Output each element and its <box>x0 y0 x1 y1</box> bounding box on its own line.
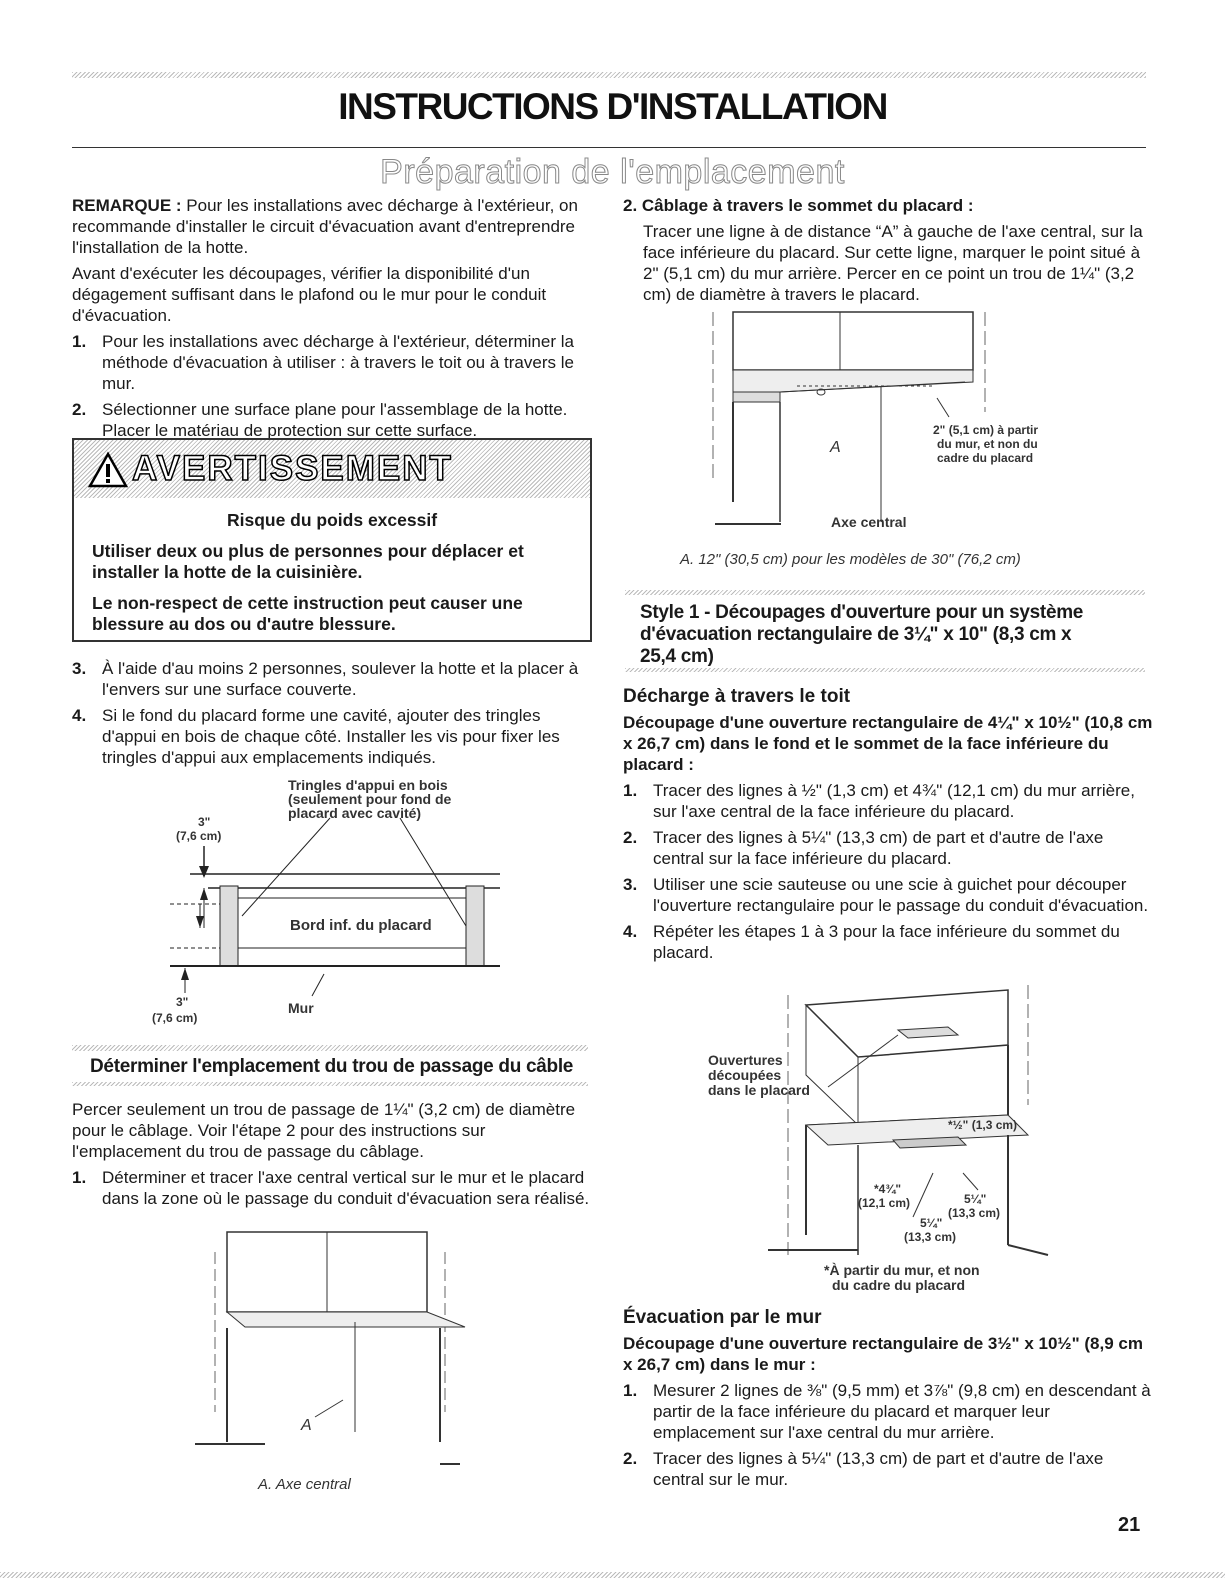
section-hatch-top <box>72 1045 588 1051</box>
wiring-diagram <box>705 312 1065 542</box>
dim-525-cm-a: (13,3 cm) <box>948 1206 1001 1220</box>
cable-paragraph: Percer seulement un trou de passage de 1¼" (3,2 cm) de diamètre pour le câblage. Voir l'étape 2 pour des instructions sur l'emplacement du trou de passage du câblage. <box>72 1100 576 1161</box>
warning-line1: Utiliser deux ou plus de personnes pour déplacer et installer la hotte de la cuisinière. <box>92 541 524 582</box>
warning-line2: Le non-respect de cette instruction peut causer une blessure au dos ou d'autre blessure. <box>92 593 523 634</box>
wall-content <box>623 1333 1153 1495</box>
left-column-steps <box>72 658 592 773</box>
page-title: INSTRUCTIONS D'INSTALLATION <box>338 86 887 127</box>
note-paragraph <box>72 195 592 258</box>
cutouts-footnote-2: du cadre du placard <box>832 1277 966 1293</box>
rails-diagram <box>140 778 540 1038</box>
title-rule <box>72 147 1146 148</box>
cable-text <box>72 1099 592 1214</box>
wiring-note-2: du mur, et non du <box>937 437 1038 451</box>
list-item: 3. À l'aide d'au moins 2 personnes, soulever la hotte et la placer à l'envers sur une surface couverte. <box>72 659 579 699</box>
dim-525-cm-b: (13,3 cm) <box>904 1230 957 1244</box>
warning-risk: Risque du poids excessif <box>226 510 438 530</box>
dim-top-cm: (7,6 cm) <box>176 829 222 843</box>
cutouts-diagram <box>708 985 1068 1295</box>
dim-top-inch: 3" <box>198 815 211 829</box>
list-item: 1. Tracer des lignes à ½" (1,3 cm) et 4¾" (12,1 cm) du mur arrière, sur l'axe central de la face inférieure du placard. <box>623 781 1135 821</box>
center-axis-caption: A. Axe central <box>258 1476 351 1493</box>
list-item: 3. Utiliser une scie sauteuse ou une scie à guichet pour découper l'ouverture rectangulaire pour le passage du conduit d'évacuation. <box>623 875 1149 915</box>
dim-half-inch: *½" (1,3 cm) <box>948 1118 1018 1132</box>
wiring-caption: A. 12" (30,5 cm) pour les modèles de 30" (76,2 cm) <box>680 551 1021 568</box>
dim-bot-cm: (7,6 cm) <box>152 1011 198 1025</box>
list-item: 2. Tracer des lignes à 5¼" (13,3 cm) de part et d'autre de l'axe central sur la face inférieure du placard. <box>623 828 1104 868</box>
list-item: 2. Sélectionner une surface plane pour l'assemblage de la hotte. Placer le matériau de protection sur cette surface. <box>72 400 568 440</box>
bottom-hatch-bar <box>0 1572 1225 1578</box>
cutouts-footnote-1: *À partir du mur, et non <box>824 1262 980 1278</box>
right-step2 <box>623 195 1153 310</box>
clearance-paragraph: Avant d'exécuter les découpages, vérifier la disponibilité d'un dégagement suffisant dans le plafond ou le mur pour le conduit d'évacuation. <box>72 264 547 325</box>
openings-label-1: Ouvertures <box>708 1052 783 1068</box>
roof-title: Décharge à travers le toit <box>623 686 851 707</box>
rails-label-3: placard avec cavité) <box>288 805 422 821</box>
openings-label-2: découpées <box>708 1067 782 1083</box>
dim-475-cm: (12,1 cm) <box>858 1196 911 1210</box>
warning-header <box>74 440 590 498</box>
section-hatch-bottom <box>72 1082 588 1086</box>
list-item: 1. Pour les installations avec décharge à l'extérieur, déterminer la méthode d'évacuation à utiliser : à travers le toit ou à travers le mur. <box>72 332 574 393</box>
note-text: Pour les installations avec décharge à l'extérieur, on recommande d'installer le circuit d'évacuation avant d'entreprendre l'installation de la hotte. <box>72 196 578 257</box>
dim-bot-inch: 3" <box>176 995 189 1009</box>
rails-label-2: (seulement pour fond de <box>288 791 452 807</box>
dim-525-inch-b: 5¼" <box>920 1216 943 1230</box>
section-subtitle: Préparation de l'emplacement <box>380 153 845 191</box>
step2-title: 2. Câblage à travers le sommet du placard : <box>623 196 974 215</box>
axis-label: Axe central <box>831 514 907 530</box>
roof-subtitle: Découpage d'une ouverture rectangulaire de 4¼" x 10½" (10,8 cm x 26,7 cm) dans le fond et le sommet de la face inférieure du placard : <box>623 713 1153 774</box>
center-axis-diagram <box>195 1232 475 1472</box>
warning-title: AVERTISSEMENT <box>132 449 453 488</box>
dim-475-inch: *4¾" <box>874 1182 902 1196</box>
style-hatch-bottom <box>625 668 1145 672</box>
wall-title: Évacuation par le mur <box>623 1307 822 1328</box>
list-item: 1. Déterminer et tracer l'axe central vertical sur le mur et le placard dans la zone où le passage du conduit d'évacuation sera réalisé. <box>72 1168 590 1208</box>
top-hatch-bar <box>72 72 1146 78</box>
edge-label: Bord inf. du placard <box>290 917 432 934</box>
wiring-note-1: 2" (5,1 cm) à partir <box>933 423 1039 437</box>
wall-label: Mur <box>288 1000 314 1016</box>
rails-label-1: Tringles d'appui en bois <box>288 777 448 793</box>
dim-525-inch-a: 5¼" <box>964 1192 987 1206</box>
warning-box <box>72 438 592 642</box>
note-label: REMARQUE : <box>72 196 182 215</box>
wiring-letter-a: A <box>830 439 841 456</box>
step2-text: Tracer une ligne à de distance “A” à gauche de l'axe central, sur la face inférieure du placard. Sur cette ligne, marquer le point situé à 2" (5,1 cm) du mur arrière. Percer en ce point un trou de 1¼" (3,2 cm) de diamètre à travers le placard. <box>643 222 1143 304</box>
list-item: 4. Si le fond du placard forme une cavité, ajouter des tringles d'appui en bois de chaque côté. Installer les vis pour fixer les tringles d'appui aux emplacements indiqués. <box>72 706 560 767</box>
list-item: 4. Répéter les étapes 1 à 3 pour la face inférieure du sommet du placard. <box>623 922 1120 962</box>
wall-subtitle: Découpage d'une ouverture rectangulaire de 3½" x 10½" (8,9 cm x 26,7 cm) dans le mur : <box>623 1334 1143 1374</box>
cable-section-title: Déterminer l'emplacement du trou de passage du câble <box>90 1056 574 1077</box>
openings-label-3: dans le placard <box>708 1082 810 1098</box>
style-hatch-top <box>625 590 1145 595</box>
style1-title: Style 1 - Découpages d'ouverture pour un système d'évacuation rectangulaire de 3¼" x 10" (8,3 cm x 25,4 cm) <box>640 602 1084 667</box>
axis-letter-a: A <box>301 1417 312 1434</box>
warning-triangle-icon <box>88 452 128 488</box>
roof-content <box>623 712 1153 968</box>
page-number: 21 <box>1118 1514 1141 1536</box>
wiring-note-3: cadre du placard <box>937 451 1034 465</box>
list-item: 2. Tracer des lignes à 5¼" (13,3 cm) de part et d'autre de l'axe central sur le mur. <box>623 1449 1104 1489</box>
left-column-top <box>72 195 592 446</box>
list-item: 1. Mesurer 2 lignes de ⅜" (9,5 mm) et 3⅞" (9,8 cm) en descendant à partir de la face inférieure du placard et marquer leur emplacement sur l'axe central du mur arrière. <box>623 1381 1151 1442</box>
